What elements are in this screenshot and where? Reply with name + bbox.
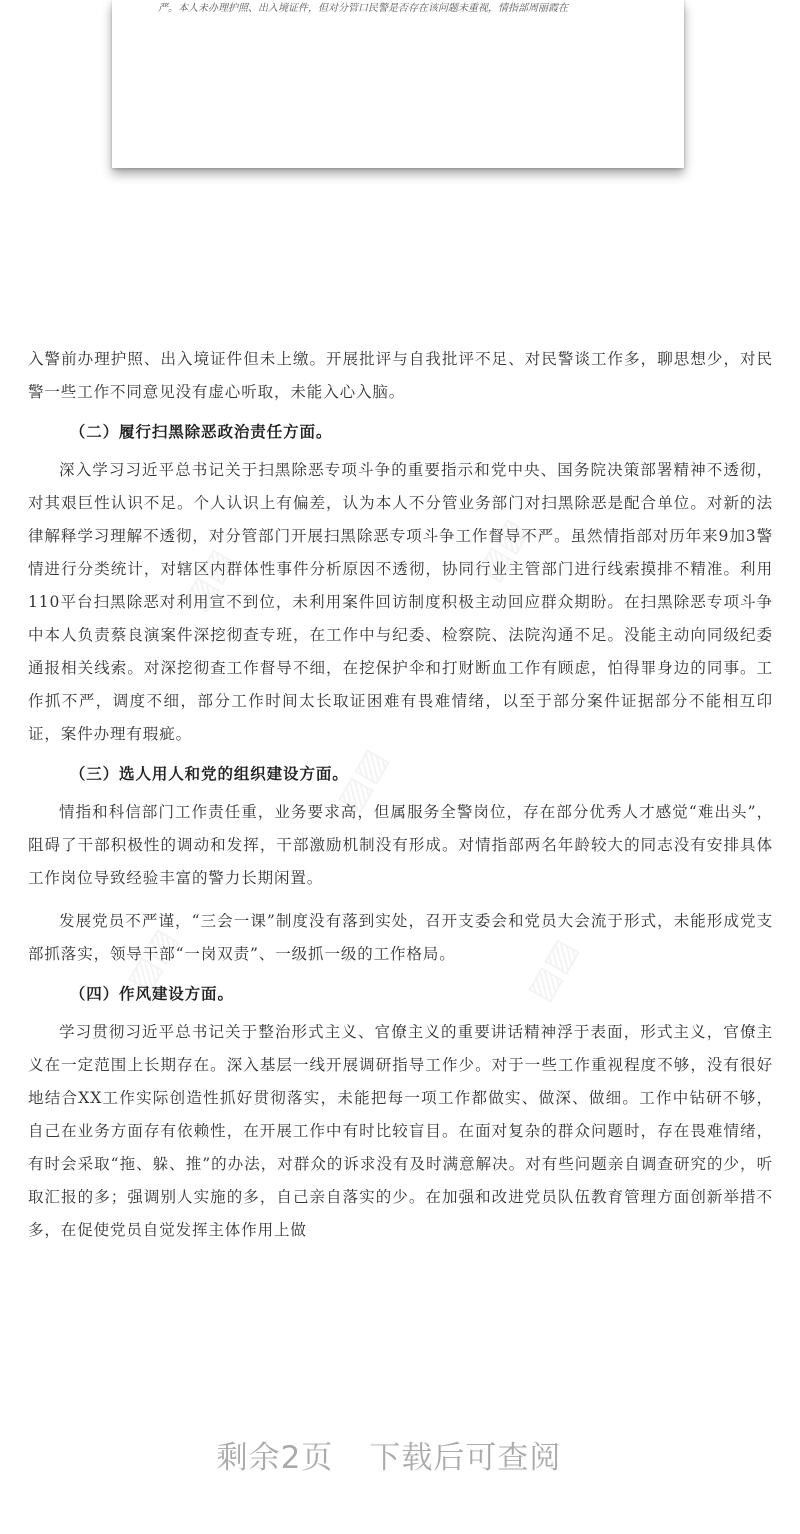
paragraph-section-4: 学习贯彻习近平总书记关于整治形式主义、官僚主义的重要讲话精神浮于表面，形式主义，官僚主义在一定范围上长期存在。深入基层一线开展调研指导工作少。对于一些工作重视程度不够，没有很好地结合XX工作实际创造性抓好贯彻落实，未能把每一项工作都做实、做深、做细。工作中钻研不够，自己在业务方面存有依赖性，在开展工作中有时比较盲目。在面对复杂的群众问题时，存在畏难情绪，有时会采取“拖、躲、推”的办法，对群众的诉求没有及时满意解决。对有些问题亲自调查研究的少，听取汇报的多；强调别人实施的多，自己亲自落实的少。在加强和改进党员队伍教育管理方面创新举措不多，在促使党员自觉发挥主体作用上做: [28, 1023, 773, 1239]
download-to-view-label: 下载后可查阅: [369, 1440, 562, 1476]
paragraph-gap: [28, 895, 773, 905]
watermark-mark: ▨▨: [468, 512, 536, 588]
watermark-mark: ▨▨: [174, 542, 242, 618]
download-prompt[interactable]: [0, 1432, 778, 1477]
watermark-mark: ▨▨: [118, 922, 186, 998]
watermark-mark: ▨▨: [518, 932, 586, 1008]
preview-page-card: [112, 0, 684, 168]
remaining-pages-label: 剩余2页: [216, 1440, 334, 1476]
watermark-mark: ▨▨: [328, 742, 396, 818]
paragraph-section-3b: 发展党员不严谨，“三会一课”制度没有落到实处，召开支委会和党员大会流于形式，未能形成党支部抓落实，领导干部“一岗双责”、一级抓一级的工作格局。: [28, 912, 773, 963]
section-heading-2: （二）履行扫黑除恶政治责任方面。: [69, 422, 333, 441]
section-heading-3: （三）选人用人和党的组织建设方面。: [69, 764, 349, 783]
paragraph-continuation: 入警前办理护照、出入境证件但未上缴。开展批评与自我批评不足、对民警谈工作多，聊思想少，对民警一些工作不同意见没有虚心听取，未能入心入脑。: [28, 350, 773, 401]
preview-text-line: 严。本人未办理护照、出入境证件，但对分管口民警是否存在该问题未重视，情指部周丽霞在: [158, 3, 568, 14]
document-body: [28, 343, 773, 1247]
section-heading-4: （四）作风建设方面。: [69, 984, 234, 1003]
paragraph-section-3a: 情指和科信部门工作责任重，业务要求高，但属服务全警岗位，存在部分优秀人才感觉“难出头”，阻碍了干部积极性的调动和发挥，干部激励机制没有形成。对情指部两名年龄较大的同志没有安排具体工作岗位导致经验丰富的警力长期闲置。: [28, 803, 773, 887]
paragraph-section-2: 深入学习习近平总书记关于扫黑除恶专项斗争的重要指示和党中央、国务院决策部署精神不透彻，对其艰巨性认识不足。个人认识上有偏差，认为本人不分管业务部门对扫黑除恶是配合单位。对新的法律解释学习理解不透彻，对分管部门开展扫黑除恶专项斗争工作督导不严。虽然情指部对历年来9加3警情进行分类统计，对辖区内群体性事件分析原因不透彻，协同行业主管部门进行线索摸排不精准。利用110平台扫黑除恶对利用宣不到位，未利用案件回访制度积极主动回应群众期盼。在扫黑除恶专项斗争中本人负责蔡良演案件深挖彻查专班，在工作中与纪委、检察院、法院沟通不足。没能主动向同级纪委通报相关线索。对深挖彻查工作督导不细，在挖保护伞和打财断血工作有顾虑，怕得罪身边的同事。工作抓不严，调度不细，部分工作时间太长取证困难有畏难情绪，以至于部分案件证据部分不能相互印证，案件办理有瑕疵。: [28, 461, 773, 743]
